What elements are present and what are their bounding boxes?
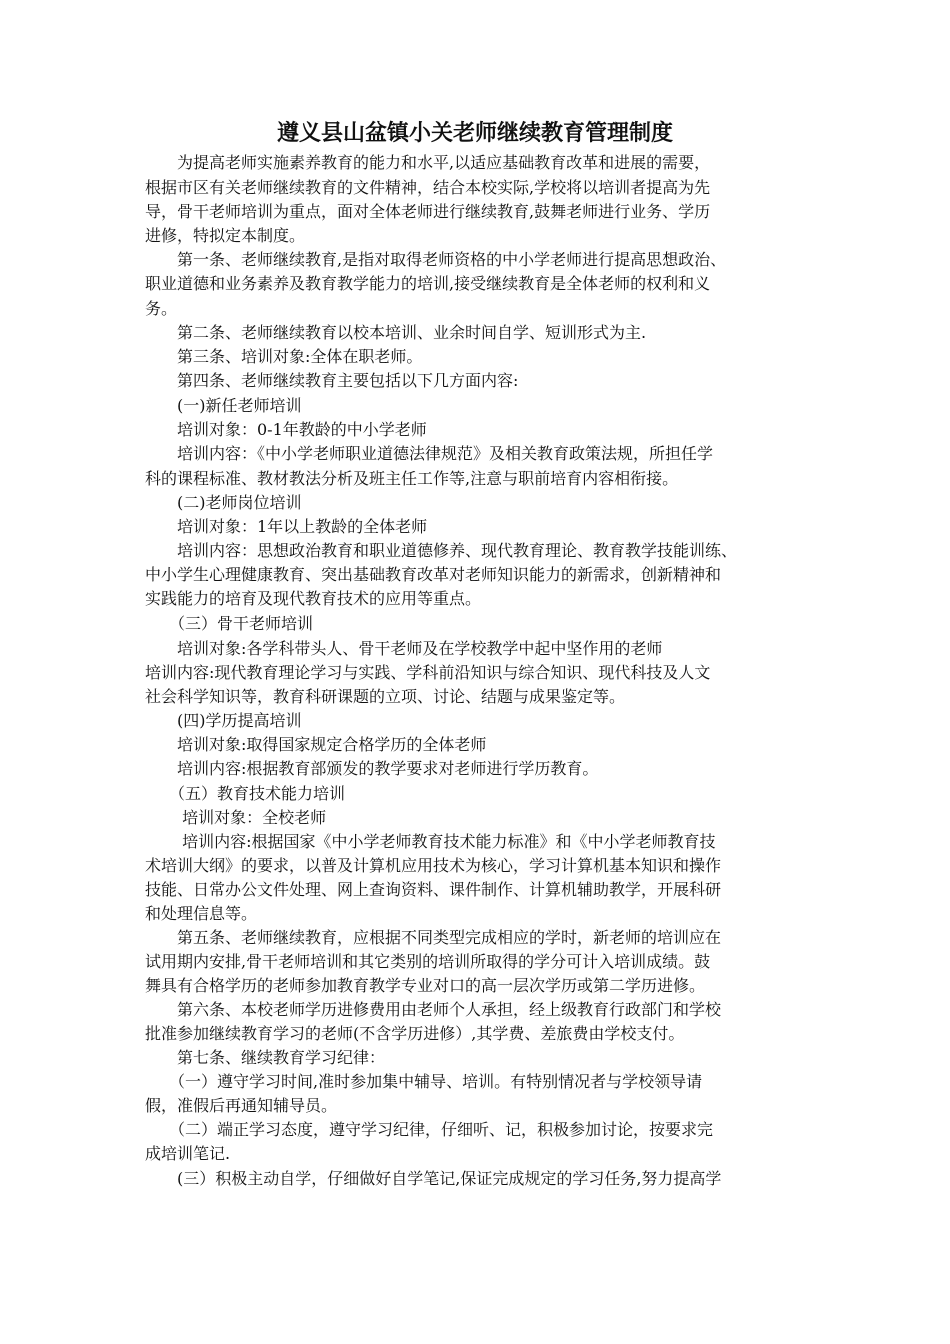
body-line: 培训对象：全校老师 <box>145 808 327 827</box>
body-line: 批准参加继续教育学习的老师(不含学历进修）,其学费、差旅费由学校支付。 <box>145 1024 685 1043</box>
body-line: (一)新任老师培训 <box>145 396 302 415</box>
body-line: 导，骨干老师培训为重点，面对全体老师进行继续教育,鼓舞老师进行业务、学历 <box>145 202 711 221</box>
body-line: 培训内容:根据教育部颁发的教学要求对老师进行学历教育。 <box>145 759 599 778</box>
body-line: (四)学历提高培训 <box>145 711 302 730</box>
body-line: 第一条、老师继续教育,是指对取得老师资格的中小学老师进行提高思想政治、 <box>145 250 727 269</box>
body-line: 根据市区有关老师继续教育的文件精神，结合本校实际,学校将以培训者提高为先 <box>145 178 711 197</box>
body-line: 培训对象:各学科带头人、骨干老师及在学校教学中起中坚作用的老师 <box>145 639 663 658</box>
body-line: 第三条、培训对象:全体在职老师。 <box>145 347 423 366</box>
body-line: 培训对象:取得国家规定合格学历的全体老师 <box>145 735 487 754</box>
body-line: 术培训大纲》的要求，以普及计算机应用技术为核心，学习计算机基本知识和操作 <box>145 856 722 875</box>
document-title: 遵义县山盆镇小关老师继续教育管理制度 <box>276 121 673 146</box>
body-line: 实践能力的培育及现代教育技术的应用等重点。 <box>145 589 482 608</box>
body-line: 假，准假后再通知辅导员。 <box>145 1096 338 1115</box>
body-line: 第四条、老师继续教育主要包括以下几方面内容: <box>145 371 519 390</box>
body-line: （一）遵守学习时间,准时参加集中辅导、培训。有特别情况者与学校领导请 <box>145 1072 703 1091</box>
body-line: 培训内容：思想政治教育和职业道德修养、现代教育理论、教育教学技能训练、 <box>145 541 738 560</box>
body-line: 社会科学知识等，教育科研课题的立项、讨论、结题与成果鉴定等。 <box>145 687 626 706</box>
body-line: （三）骨干老师培训 <box>145 614 314 633</box>
body-line: (三）积极主动自学，仔细做好自学笔记,保证完成规定的学习任务,努力提高学 <box>145 1169 722 1188</box>
body-line: 舞具有合格学历的老师参加教育教学专业对口的高一层次学历或第二学历进修。 <box>145 976 706 995</box>
body-line: 培训内容：《中小学老师职业道德法律规范》及相关教育政策法规，所担任学 <box>145 444 714 463</box>
body-line: 职业道德和业务素养及教育教学能力的培训,接受继续教育是全体老师的权利和义 <box>145 274 711 293</box>
body-line: 进修，特拟定本制度。 <box>145 226 306 245</box>
body-line: 试用期内安排,骨干老师培训和其它类别的培训所取得的学分可计入培训成绩。鼓 <box>145 952 711 971</box>
body-line: 中小学生心理健康教育、突出基础教育改革对老师知识能力的新需求，创新精神和 <box>145 565 722 584</box>
body-line: 为提高老师实施素养教育的能力和水平,以适应基础教育改革和进展的需要， <box>145 153 711 172</box>
body-line: 培训对象：1年以上教龄的全体老师 <box>145 517 428 536</box>
body-line: 培训内容:根据国家《中小学老师教育技术能力标准》和《中小学老师教育技 <box>145 832 716 851</box>
body-line: 培训内容:现代教育理论学习与实践、学科前沿知识与综合知识、现代科技及人文 <box>145 663 711 682</box>
body-line: 第五条、老师继续教育，应根据不同类型完成相应的学时，新老师的培训应在 <box>145 928 722 947</box>
body-line: （二）端正学习态度，遵守学习纪律，仔细听、记，积极参加讨论，按要求完 <box>145 1120 714 1139</box>
body-line: 第六条、本校老师学历进修费用由老师个人承担，经上级教育行政部门和学校 <box>145 1000 722 1019</box>
body-line: 技能、日常办公文件处理、网上查询资料、课件制作、计算机辅助教学，开展科研 <box>145 880 722 899</box>
body-line: （五）教育技术能力培训 <box>145 784 346 803</box>
body-line: 培训对象：0-1年教龄的中小学老师 <box>145 420 427 439</box>
body-line: 务。 <box>145 299 178 318</box>
body-line: (二)老师岗位培训 <box>145 493 302 512</box>
body-line: 和处理信息等。 <box>145 904 258 923</box>
body-line: 成培训笔记. <box>145 1144 231 1163</box>
body-line: 第七条、继续教育学习纪律： <box>145 1048 386 1067</box>
body-line: 第二条、老师继续教育以校本培训、业余时间自学、短训形式为主. <box>145 323 647 342</box>
body-line: 科的课程标准、教材教法分析及班主任工作等,注意与职前培育内容相衔接。 <box>145 469 679 488</box>
